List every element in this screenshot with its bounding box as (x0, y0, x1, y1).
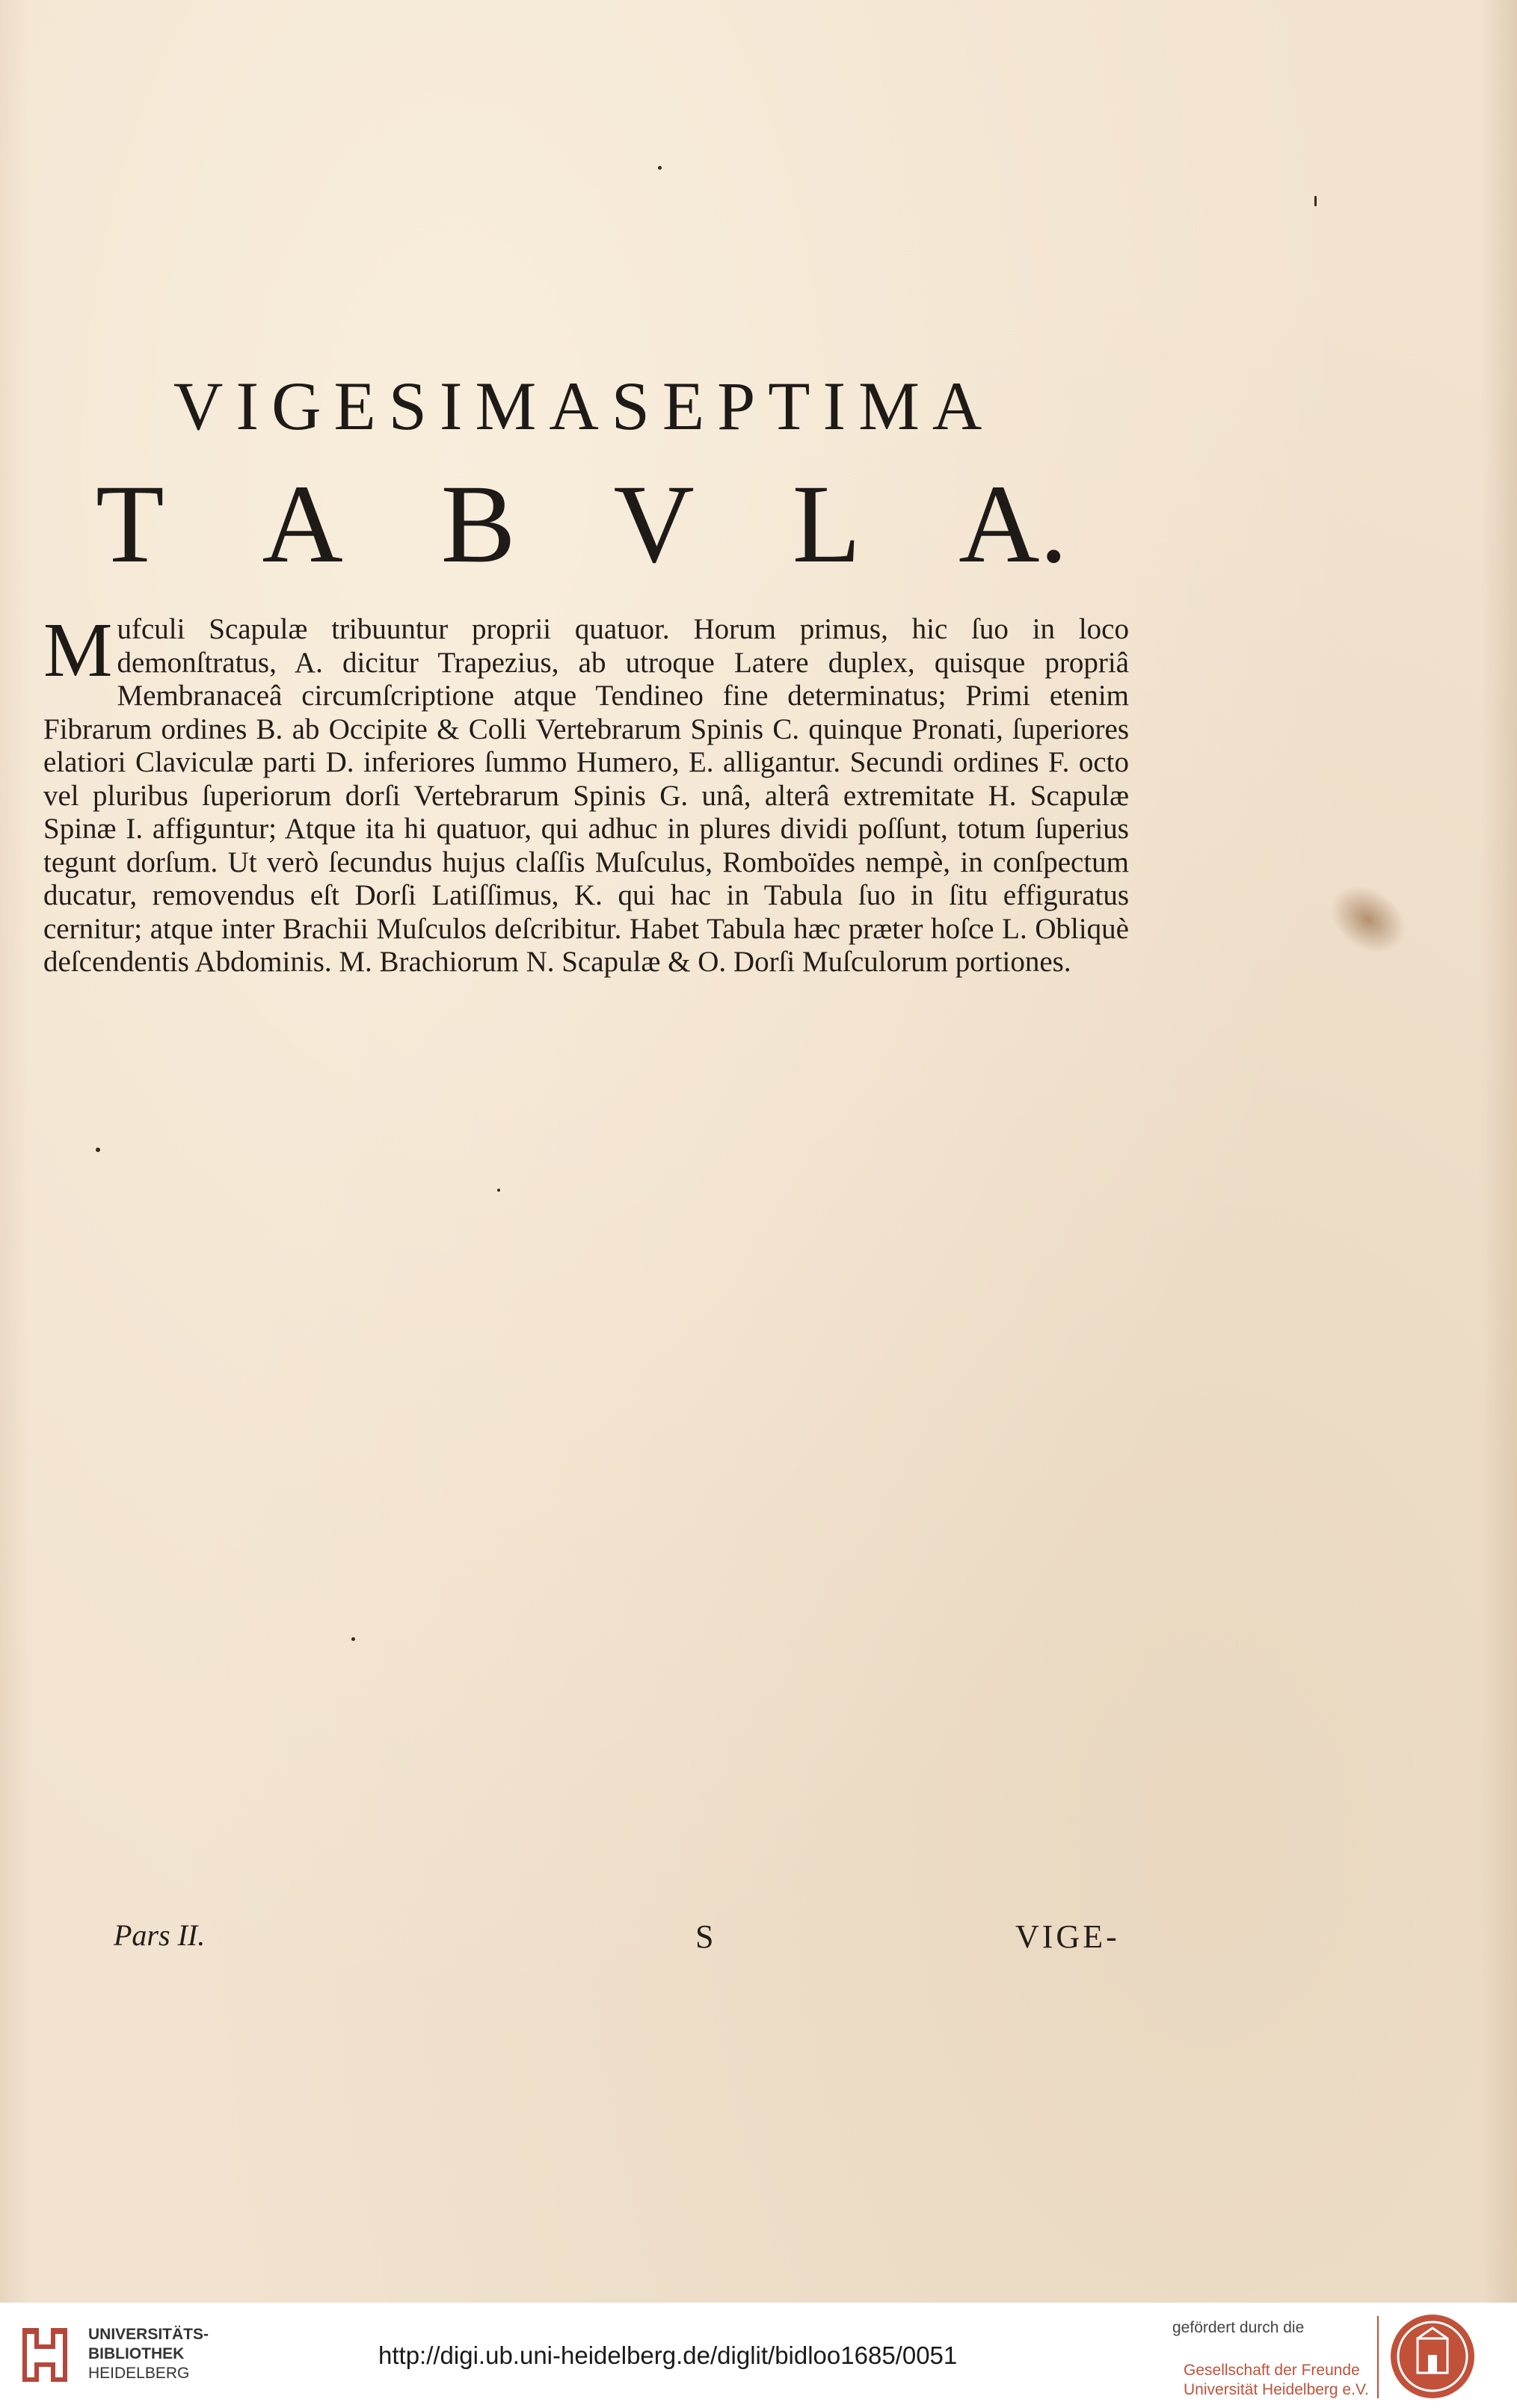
page-title-line1: VIGESIMASEPTIMA (173, 368, 995, 444)
drop-capital: M (43, 607, 113, 693)
university-library-name (88, 2325, 209, 2383)
title-letter: A (262, 462, 343, 586)
title-letter: V (613, 462, 695, 586)
paper-speck (658, 166, 662, 170)
university-library-logo-icon (16, 2319, 73, 2391)
library-name-line: BIBLIOTHEK (88, 2345, 185, 2362)
viewer-footer (0, 2303, 1517, 2408)
page-title-line2 (96, 460, 1068, 588)
funder-name (1184, 2361, 1369, 2400)
university-seal-icon (1389, 2313, 1476, 2400)
title-letter: L (792, 462, 861, 586)
footer-divider (1377, 2316, 1379, 2398)
paragraph-text: ufculi Scapulæ tribuuntur proprii quatuor. Horum primus, hic ſuo in loco demonſtratus, A. dicitur Trapezius, ab utroque Latere duplex, quisque propriâ Membranaceâ circumſcriptione atque Tendineo fine determinatus; Primi etenim Fibrarum ordines B. ab Occipite & Colli Vertebrarum Spinis C. quinque Pronati, ſuperiores elatiori Claviculæ parti D. inferiores ſummo Humero, E. alligantur. Secundi ordines F. octo vel pluribus ſuperiorum dorſi Vertebrarum Spinis G. unâ, alterâ extremitate H. Scapulæ Spinæ I. affiguntur; Atque ita hi quatuor, qui adhuc in plures dividi poſſunt, totum ſuperius tegunt dorſum. Ut verò ſecundus hujus claſſis Muſculus, Romboïdes nempè, in conſpectum ducatur, removendus eſt Dorſi Latiſſimus, K. qui hac in Tabula ſuo in ſitu effiguratus cernitur; atque inter Brachii Muſculos deſcribitur. Habet Tabula hæc præter hoſce L. Obliquè deſcendentis Abdominis. M. Brachiorum N. Scapulæ & O. Dorſi Muſculorum portiones. (43, 613, 1129, 978)
paper-stain (1317, 872, 1419, 968)
gathering-signature: S (695, 1918, 714, 1955)
library-name-line: HEIDELBERG (88, 2365, 190, 2382)
paper-speck (497, 1189, 500, 1192)
part-signature: Pars II. (114, 1918, 206, 1952)
funder-name-line: Gesellschaft der Freunde (1184, 2362, 1360, 2379)
title-letter: T (96, 462, 164, 586)
funder-intro: gefördert durch die (1172, 2319, 1305, 2336)
funder-name-line: Universität Heidelberg e.V. (1184, 2381, 1369, 2398)
paper-speck (1314, 196, 1317, 206)
catchword: VIGE- (1015, 1918, 1120, 1955)
paper-speck (351, 1637, 355, 1641)
body-paragraph (43, 607, 1129, 979)
paper-speck (96, 1148, 100, 1152)
permalink-url[interactable]: http://digi.ub.uni-heidelberg.de/diglit/bidloo1685/0051 (378, 2341, 958, 2369)
library-name-line: UNIVERSITÄTS- (88, 2326, 209, 2343)
title-letter: A. (958, 462, 1068, 586)
title-letter: B (440, 462, 516, 586)
